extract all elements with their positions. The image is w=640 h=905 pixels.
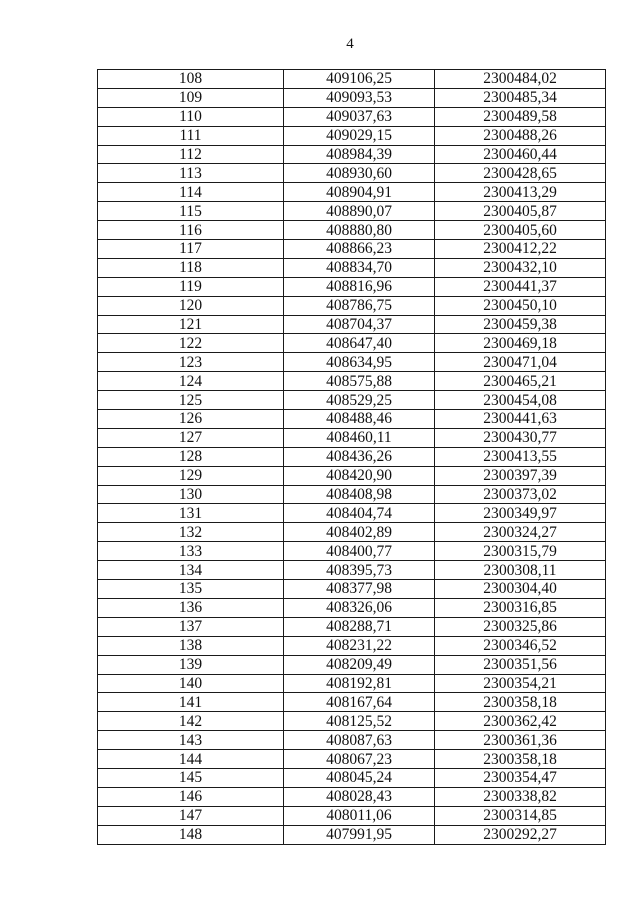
table-row (98, 825, 606, 844)
x-coordinate-cell: 408866,23 (284, 240, 435, 259)
y-coordinate-cell: 2300325,86 (435, 617, 606, 636)
y-coordinate-cell: 2300346,52 (435, 636, 606, 655)
x-coordinate-cell: 408704,37 (284, 315, 435, 334)
table-row (98, 183, 606, 202)
y-coordinate-cell: 2300292,27 (435, 825, 606, 844)
point-number-cell: 112 (98, 145, 284, 164)
x-coordinate-cell: 409106,25 (284, 70, 435, 89)
table-row (98, 221, 606, 240)
y-coordinate-cell: 2300358,18 (435, 693, 606, 712)
table-row (98, 107, 606, 126)
table-row (98, 674, 606, 693)
y-coordinate-cell: 2300454,08 (435, 391, 606, 410)
x-coordinate-cell: 408436,26 (284, 447, 435, 466)
table-row (98, 315, 606, 334)
point-number-cell: 116 (98, 221, 284, 240)
y-coordinate-cell: 2300430,77 (435, 428, 606, 447)
y-coordinate-cell: 2300489,58 (435, 107, 606, 126)
table-row (98, 750, 606, 769)
x-coordinate-cell: 408575,88 (284, 372, 435, 391)
point-number-cell: 111 (98, 126, 284, 145)
x-coordinate-cell: 408404,74 (284, 504, 435, 523)
x-coordinate-cell: 408209,49 (284, 655, 435, 674)
x-coordinate-cell: 408816,96 (284, 277, 435, 296)
point-number-cell: 126 (98, 410, 284, 429)
point-number-cell: 109 (98, 88, 284, 107)
y-coordinate-cell: 2300413,55 (435, 447, 606, 466)
point-number-cell: 147 (98, 806, 284, 825)
table-row (98, 296, 606, 315)
x-coordinate-cell: 408231,22 (284, 636, 435, 655)
x-coordinate-cell: 408460,11 (284, 428, 435, 447)
x-coordinate-cell: 409093,53 (284, 88, 435, 107)
y-coordinate-cell: 2300308,11 (435, 561, 606, 580)
point-number-cell: 145 (98, 768, 284, 787)
point-number-cell: 114 (98, 183, 284, 202)
x-coordinate-cell: 408067,23 (284, 750, 435, 769)
table-row (98, 126, 606, 145)
x-coordinate-cell: 408488,46 (284, 410, 435, 429)
x-coordinate-cell: 408408,98 (284, 485, 435, 504)
x-coordinate-cell: 408880,80 (284, 221, 435, 240)
table-row (98, 504, 606, 523)
table-row (98, 617, 606, 636)
x-coordinate-cell: 408192,81 (284, 674, 435, 693)
table-row (98, 485, 606, 504)
table-row (98, 240, 606, 259)
y-coordinate-cell: 2300432,10 (435, 258, 606, 277)
table-row (98, 712, 606, 731)
point-number-cell: 122 (98, 334, 284, 353)
table-row (98, 580, 606, 599)
x-coordinate-cell: 408420,90 (284, 466, 435, 485)
point-number-cell: 138 (98, 636, 284, 655)
x-coordinate-cell: 407991,95 (284, 825, 435, 844)
y-coordinate-cell: 2300428,65 (435, 164, 606, 183)
table-row (98, 636, 606, 655)
point-number-cell: 135 (98, 580, 284, 599)
table-row (98, 523, 606, 542)
point-number-cell: 124 (98, 372, 284, 391)
y-coordinate-cell: 2300484,02 (435, 70, 606, 89)
point-number-cell: 117 (98, 240, 284, 259)
y-coordinate-cell: 2300412,22 (435, 240, 606, 259)
x-coordinate-cell: 408402,89 (284, 523, 435, 542)
point-number-cell: 113 (98, 164, 284, 183)
y-coordinate-cell: 2300459,38 (435, 315, 606, 334)
table-row (98, 277, 606, 296)
y-coordinate-cell: 2300471,04 (435, 353, 606, 372)
point-number-cell: 140 (98, 674, 284, 693)
y-coordinate-cell: 2300465,21 (435, 372, 606, 391)
table-row (98, 372, 606, 391)
point-number-cell: 125 (98, 391, 284, 410)
y-coordinate-cell: 2300469,18 (435, 334, 606, 353)
y-coordinate-cell: 2300413,29 (435, 183, 606, 202)
table-row (98, 768, 606, 787)
point-number-cell: 148 (98, 825, 284, 844)
table-row (98, 70, 606, 89)
table-row (98, 731, 606, 750)
point-number-cell: 137 (98, 617, 284, 636)
point-number-cell: 136 (98, 598, 284, 617)
page-number: 4 (346, 36, 354, 52)
point-number-cell: 143 (98, 731, 284, 750)
table-row (98, 334, 606, 353)
x-coordinate-cell: 408326,06 (284, 598, 435, 617)
x-coordinate-cell: 408087,63 (284, 731, 435, 750)
y-coordinate-cell: 2300361,36 (435, 731, 606, 750)
table-row (98, 88, 606, 107)
point-number-cell: 115 (98, 202, 284, 221)
point-number-cell: 110 (98, 107, 284, 126)
x-coordinate-cell: 408647,40 (284, 334, 435, 353)
x-coordinate-cell: 408125,52 (284, 712, 435, 731)
table-row (98, 202, 606, 221)
x-coordinate-cell: 408890,07 (284, 202, 435, 221)
y-coordinate-cell: 2300351,56 (435, 655, 606, 674)
table-row (98, 391, 606, 410)
table-row (98, 598, 606, 617)
x-coordinate-cell: 408984,39 (284, 145, 435, 164)
y-coordinate-cell: 2300485,34 (435, 88, 606, 107)
x-coordinate-cell: 408529,25 (284, 391, 435, 410)
x-coordinate-cell: 409037,63 (284, 107, 435, 126)
table-row (98, 542, 606, 561)
point-number-cell: 146 (98, 787, 284, 806)
x-coordinate-cell: 408377,98 (284, 580, 435, 599)
y-coordinate-cell: 2300316,85 (435, 598, 606, 617)
y-coordinate-cell: 2300405,87 (435, 202, 606, 221)
y-coordinate-cell: 2300354,21 (435, 674, 606, 693)
y-coordinate-cell: 2300488,26 (435, 126, 606, 145)
point-number-cell: 130 (98, 485, 284, 504)
y-coordinate-cell: 2300460,44 (435, 145, 606, 164)
x-coordinate-cell: 408028,43 (284, 787, 435, 806)
table-row (98, 655, 606, 674)
y-coordinate-cell: 2300314,85 (435, 806, 606, 825)
x-coordinate-cell: 408395,73 (284, 561, 435, 580)
point-number-cell: 144 (98, 750, 284, 769)
coordinates-table (97, 69, 606, 845)
x-coordinate-cell: 408400,77 (284, 542, 435, 561)
point-number-cell: 118 (98, 258, 284, 277)
table-row (98, 693, 606, 712)
y-coordinate-cell: 2300304,40 (435, 580, 606, 599)
point-number-cell: 131 (98, 504, 284, 523)
coordinates-table-body (98, 70, 606, 845)
y-coordinate-cell: 2300349,97 (435, 504, 606, 523)
table-row (98, 447, 606, 466)
table-row (98, 787, 606, 806)
point-number-cell: 121 (98, 315, 284, 334)
x-coordinate-cell: 408634,95 (284, 353, 435, 372)
table-row (98, 466, 606, 485)
table-row (98, 410, 606, 429)
y-coordinate-cell: 2300354,47 (435, 768, 606, 787)
table-row (98, 353, 606, 372)
y-coordinate-cell: 2300441,37 (435, 277, 606, 296)
y-coordinate-cell: 2300450,10 (435, 296, 606, 315)
table-row (98, 258, 606, 277)
y-coordinate-cell: 2300338,82 (435, 787, 606, 806)
point-number-cell: 141 (98, 693, 284, 712)
table-row (98, 145, 606, 164)
y-coordinate-cell: 2300441,63 (435, 410, 606, 429)
x-coordinate-cell: 408786,75 (284, 296, 435, 315)
x-coordinate-cell: 408930,60 (284, 164, 435, 183)
table-row (98, 561, 606, 580)
y-coordinate-cell: 2300358,18 (435, 750, 606, 769)
x-coordinate-cell: 408045,24 (284, 768, 435, 787)
point-number-cell: 142 (98, 712, 284, 731)
table-row (98, 806, 606, 825)
y-coordinate-cell: 2300373,02 (435, 485, 606, 504)
y-coordinate-cell: 2300315,79 (435, 542, 606, 561)
point-number-cell: 134 (98, 561, 284, 580)
point-number-cell: 123 (98, 353, 284, 372)
point-number-cell: 108 (98, 70, 284, 89)
point-number-cell: 132 (98, 523, 284, 542)
table-row (98, 164, 606, 183)
x-coordinate-cell: 408011,06 (284, 806, 435, 825)
y-coordinate-cell: 2300397,39 (435, 466, 606, 485)
y-coordinate-cell: 2300362,42 (435, 712, 606, 731)
point-number-cell: 119 (98, 277, 284, 296)
y-coordinate-cell: 2300324,27 (435, 523, 606, 542)
x-coordinate-cell: 409029,15 (284, 126, 435, 145)
table-row (98, 428, 606, 447)
x-coordinate-cell: 408834,70 (284, 258, 435, 277)
point-number-cell: 133 (98, 542, 284, 561)
point-number-cell: 129 (98, 466, 284, 485)
x-coordinate-cell: 408167,64 (284, 693, 435, 712)
point-number-cell: 120 (98, 296, 284, 315)
x-coordinate-cell: 408904,91 (284, 183, 435, 202)
point-number-cell: 128 (98, 447, 284, 466)
point-number-cell: 139 (98, 655, 284, 674)
point-number-cell: 127 (98, 428, 284, 447)
y-coordinate-cell: 2300405,60 (435, 221, 606, 240)
x-coordinate-cell: 408288,71 (284, 617, 435, 636)
